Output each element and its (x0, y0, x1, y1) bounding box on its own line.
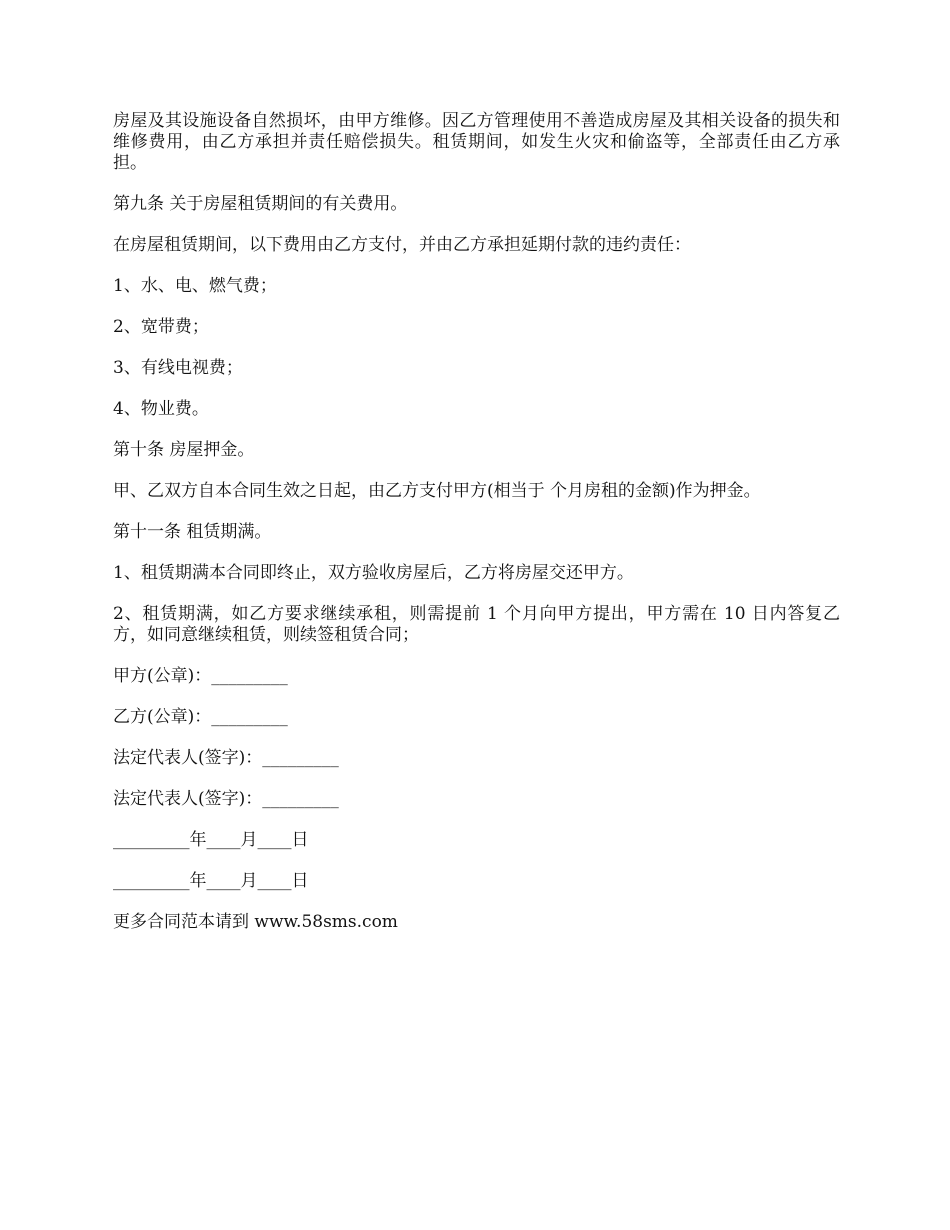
signature-party-a-seal: 甲方(公章)：_________ (113, 666, 288, 686)
signature-legal-rep-a: 法定代表人(签字)：_________ (113, 748, 339, 768)
paragraph-lease-renewal: 2、租赁期满，如乙方要求继续承租，则需提前 1 个月向甲方提出，甲方需在 10 日内答复乙方，如同意继续租赁，则续签租赁合同； (113, 604, 840, 645)
fee-item-utilities: 1、水、电、燃气费； (113, 276, 277, 296)
paragraph-lease-end: 1、租赁期满本合同即终止，双方验收房屋后，乙方将房屋交还甲方。 (113, 563, 634, 583)
paragraph-damage-liability: 房屋及其设施设备自然损坏，由甲方维修。因乙方管理使用不善造成房屋及其相关设备的损失和维修费用，由乙方承担并责任赔偿损失。租赁期间，如发生火灾和偷盗等，全部责任由乙方承担。 (113, 111, 840, 173)
paragraph-deposit: 甲、乙双方自本合同生效之日起，由乙方支付甲方(相当于 个月房租的金额)作为押金。 (113, 481, 761, 501)
date-line-b: _________年____月____日 (113, 871, 309, 891)
document-page (113, 111, 840, 933)
fee-item-property: 4、物业费。 (113, 399, 209, 419)
fee-item-cable-tv: 3、有线电视费； (113, 358, 243, 378)
date-line-a: _________年____月____日 (113, 830, 309, 850)
signature-legal-rep-b: 法定代表人(签字)：_________ (113, 789, 339, 809)
fee-item-broadband: 2、宽带费； (113, 317, 209, 337)
footer-more-templates: 更多合同范本请到 www.58sms.com (113, 912, 398, 932)
article-11-heading: 第十一条 租赁期满。 (113, 522, 272, 542)
signature-party-b-seal: 乙方(公章)：_________ (113, 707, 288, 727)
article-9-heading: 第九条 关于房屋租赁期间的有关费用。 (113, 194, 408, 214)
article-10-heading: 第十条 房屋押金。 (113, 440, 255, 460)
paragraph-fees-intro: 在房屋租赁期间，以下费用由乙方支付，并由乙方承担延期付款的违约责任： (113, 235, 691, 255)
